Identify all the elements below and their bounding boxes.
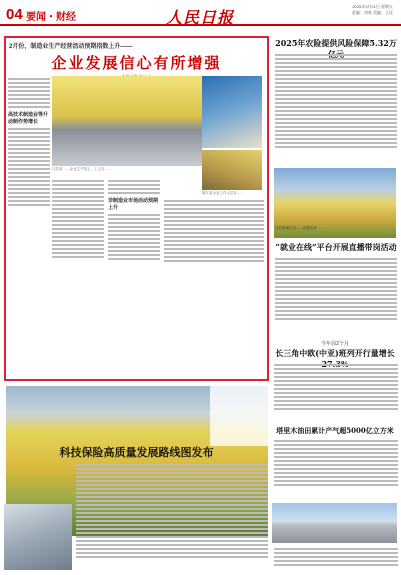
lead-kicker: 2月份，制造业生产经营活动预期指数上升—— [9, 44, 133, 50]
page-header [0, 0, 401, 26]
bottom-headline: 科技保险高质量发展路线图发布 [59, 446, 214, 459]
section-label: 要闻・财经 [26, 12, 76, 23]
page-number: 04 [6, 6, 23, 23]
right-bottom-body [274, 546, 398, 572]
worker-caption: 浙江某企业工作人员在…… [202, 191, 244, 195]
header-date: 2025年3月21日 星期五 [352, 4, 393, 9]
lead-left-subhead: 高技术制造业等升动制作势增长 [8, 112, 49, 125]
right-headline-2: “就业在线”平台开展直播带岗活动 [275, 242, 397, 252]
tank-photo [272, 503, 397, 543]
lead-headline: 企业发展信心有所增强 [51, 54, 222, 72]
worker-photo [202, 76, 262, 148]
right-article-2-body [275, 256, 397, 336]
field-photo-caption-box [210, 386, 268, 446]
header-info [352, 4, 393, 16]
right-headline-4: 塔里木油田累计产气超5000亿立方米 [276, 426, 394, 435]
mid-kicker: 今年前2个月 [321, 341, 349, 347]
right-headline-3: 长三角中欧(中亚)班列开行量增长 [275, 348, 395, 358]
lead-col-4 [164, 198, 264, 376]
factory-caption: 江苏省……企业生产线上，工人在…… [52, 167, 112, 171]
masthead-logo: 人民日报 [166, 8, 235, 27]
lead-col-2 [52, 178, 104, 378]
right-headline-1: 2025年农险提供风险保障5.32万 [275, 38, 397, 48]
lead-col-3 [108, 178, 160, 378]
lead-left-column [8, 76, 50, 376]
right-article-3-body [274, 362, 398, 422]
right-article-1-body [275, 52, 397, 164]
worker-photo-secondary [202, 150, 262, 190]
lab-photo [4, 504, 72, 570]
flowers-caption: 江苏省宿迁市……油菜花开…… [275, 226, 324, 230]
lead-mid-subhead: 非制造业市场活动预期上升 [108, 198, 159, 211]
right-article-4-body [274, 438, 398, 500]
header-editors: 责编：刘爽 美编：王佳 [351, 10, 393, 15]
bottom-article-body [76, 462, 268, 570]
factory-photo [52, 76, 202, 166]
